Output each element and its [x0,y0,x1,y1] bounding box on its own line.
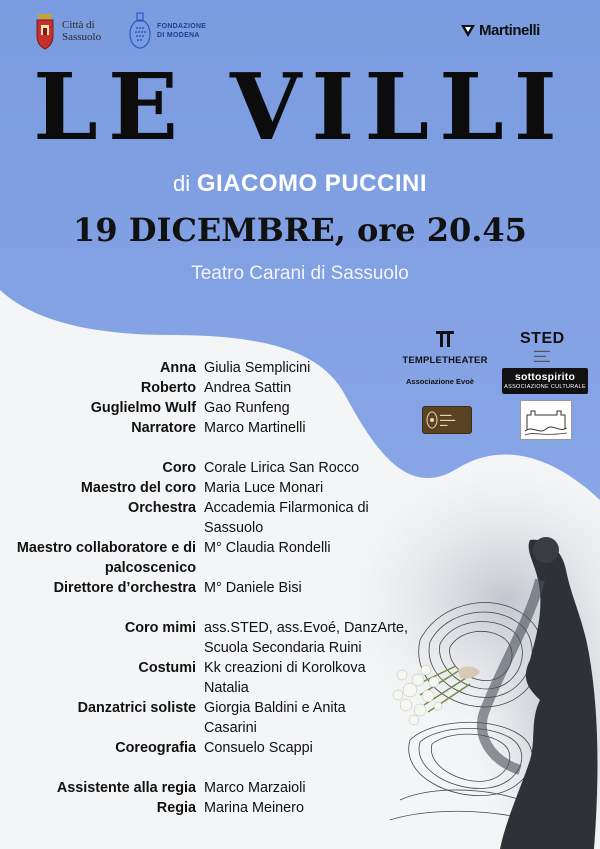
fondazione-di-modena-logo [128,12,206,50]
credit-role: Danzatrici soliste [77,700,196,716]
credit-value: Gao Runfeng [204,400,290,416]
sottospirito-logo [502,368,588,394]
sted-text: STED [520,330,565,347]
credit-role: Maestro collaboratore e di palcoscenico [16,540,196,576]
credit-value: ass.STED, ass.Evoé, DanzArte, Scuola Secondaria Ruini [204,620,408,656]
composer-name: GIACOMO PUCCINI [196,170,427,197]
credit-role: Direttore d’orchestra [53,580,196,596]
credit-value: Kk creazioni di Korolkova Natalia [204,660,366,696]
credit-value: Giulia Semplicini [204,360,311,376]
sted-fineprint: ▬▬▬▬ ▬▬▬ ▬▬▬▬ [534,348,550,363]
credit-value: M° Claudia Rondelli [204,540,331,556]
composer-line [0,170,600,198]
martinelli-text: Martinelli [479,22,540,39]
credit-role: Regia [156,800,196,816]
credit-role: Costumi [138,660,196,676]
seal-text: ▬▬▬ ▬▬▬▬ ▬▬ [440,412,456,427]
credit-value: Accademia Filarmonica di Sassuolo [204,500,369,536]
fondazione-emblem-icon [128,12,152,50]
fondazione-text [157,22,206,40]
dancer-body [500,540,597,849]
credit-value: Maria Luce Monari [204,480,324,496]
evoe-logo: Associazione Evoè [406,377,474,386]
credit-value: Giorgia Baldini e Anita Casarini [204,700,346,736]
citta-line1: Città di [62,19,95,31]
citta-di-sassuolo-logo [34,12,101,50]
credit-role: Coro mimi [124,620,196,636]
credit-role: Orchestra [128,500,196,516]
sassuolo-crest-icon [34,12,56,50]
credit-value: Marco Martinelli [204,420,306,436]
credit-role: Maestro del coro [80,480,196,496]
credit-role: Guglielmo Wulf [90,400,196,416]
bouquet-flowers [393,665,442,725]
credit-value: Marina Meinero [204,800,304,816]
emily-logo [520,400,572,440]
templetheater-text: TEMPLETHEATER [402,355,488,366]
credit-value: Marco Marzaioli [204,780,306,796]
citta-text [62,19,101,43]
credit-value: Corale Lirica San Rocco [204,460,360,476]
martinelli-mark-icon [460,24,476,38]
composer-prefix: di [173,171,191,196]
seal-emblem-icon [426,411,438,429]
corale-seal-logo [422,406,472,434]
dancer-hand [458,666,480,678]
credit-role: Coro [162,460,196,476]
dancer-illustration [380,520,600,849]
event-date: 19 DICEMBRE, ore 20.45 [73,211,527,249]
credit-role: Roberto [140,380,196,396]
citta-line2: Sassuolo [62,31,102,43]
sottospirito-subtext: ASSOCIAZIONE CULTURALE [504,384,586,390]
templetheater-mark-icon [435,330,455,348]
credit-role: Assistente alla regia [56,780,196,796]
fondazione-line2: DI MODENA [157,32,200,39]
opera-title: LE VILLI [33,53,567,161]
credit-role: Anna [160,360,196,376]
event-venue: Teatro Carani di Sassuolo [191,263,409,284]
sted-logo [520,330,582,363]
credit-value: Consuelo Scappi [204,740,313,756]
credit-value: Andrea Sattin [204,380,292,396]
sottospirito-text: sottospirito [514,371,576,383]
credit-role: Narratore [131,420,196,436]
dancer-head [533,537,559,563]
credit-value: M° Daniele Bisi [204,580,302,596]
credit-role: Coreografia [115,740,196,756]
fondazione-line1: FONDAZIONE [157,23,207,30]
emily-castle-icon [521,401,571,439]
martinelli-logo [460,22,540,39]
